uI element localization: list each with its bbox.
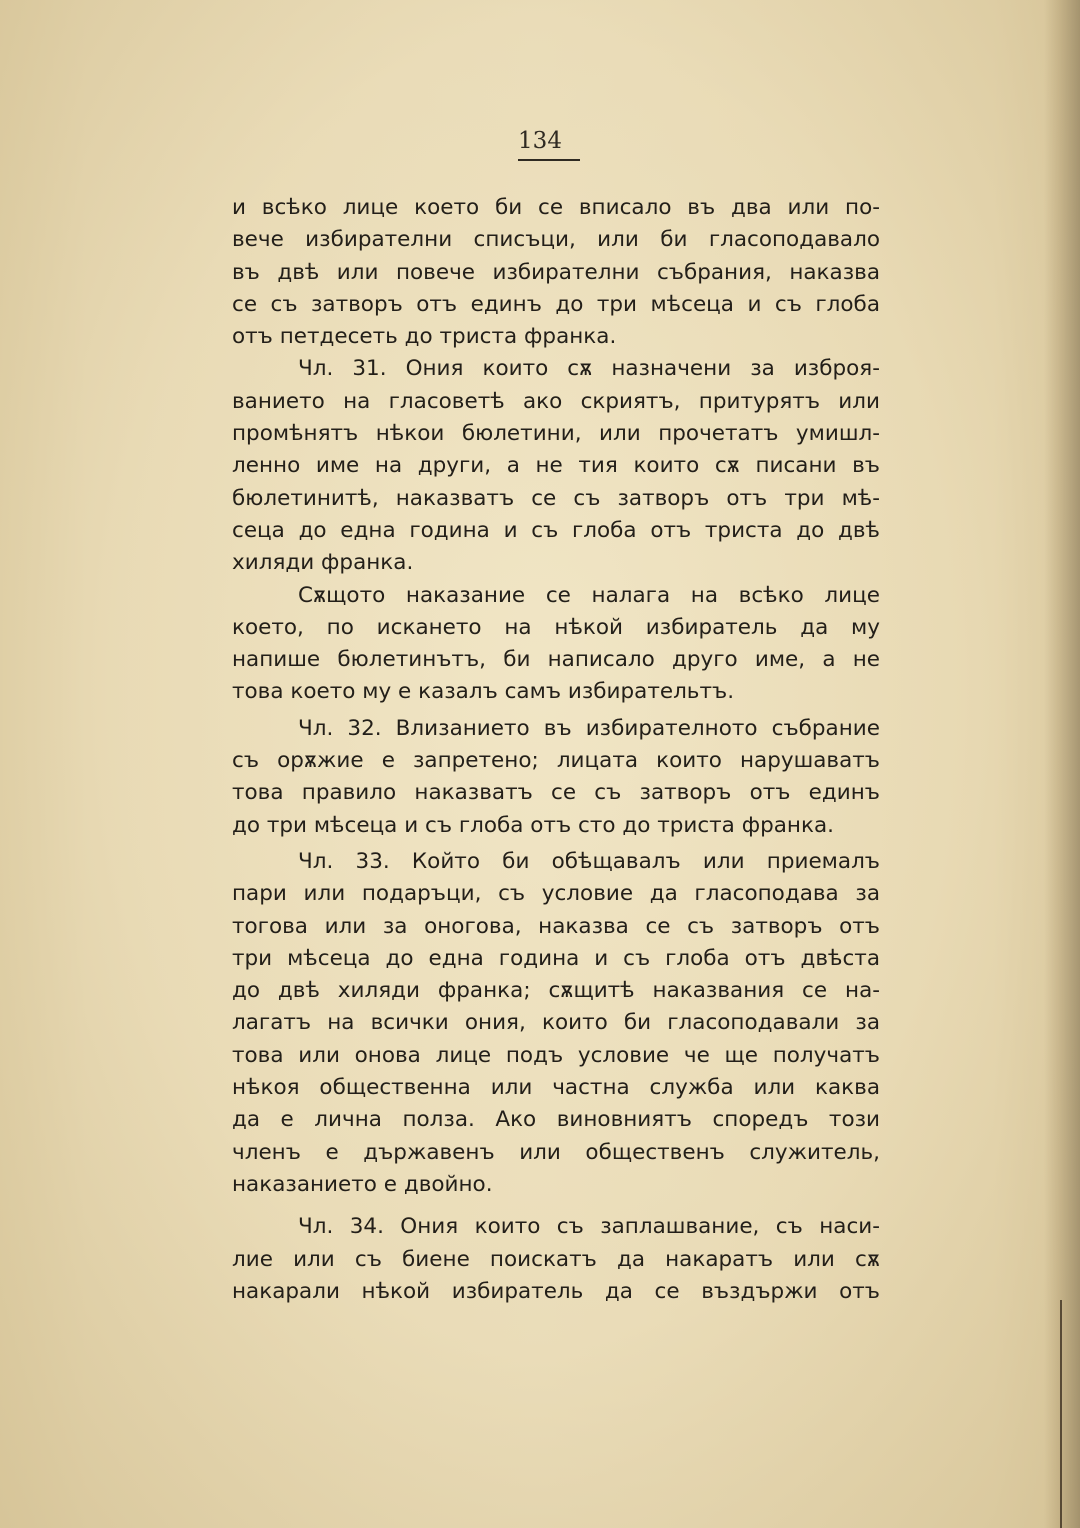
- text-line: се съ затворъ отъ единъ до три мѣсеца и съ глоба: [232, 291, 880, 317]
- text-line: и всѣко лице което би се вписало въ два или по-: [232, 195, 880, 220]
- page-number-underline: [518, 159, 580, 161]
- text-line: до три мѣсеца и съ глоба отъ сто до триста франка.: [232, 812, 834, 838]
- text-line: Чл. 34. Ония които съ заплашвание, съ наси-: [298, 1214, 880, 1240]
- text-line: Чл. 33. Който би обѣщавалъ или приемалъ: [298, 848, 880, 874]
- page-edge-line: [1060, 1300, 1062, 1528]
- text-line: лагатъ на всички ония, които би гласоподавали за: [232, 1010, 880, 1036]
- text-line: сеца до една година и съ глоба отъ триста до двѣ: [232, 517, 880, 543]
- paragraph-article-33: [232, 846, 880, 1201]
- text-line: членъ е държавенъ или общественъ служитель,: [232, 1139, 880, 1165]
- text-line: което, по искането на нѣкой избиратель да му: [232, 614, 880, 640]
- text-line: ванието на гласоветѣ ако скриятъ, притурятъ или: [232, 388, 880, 414]
- text-line: отъ петдесеть до триста франка.: [232, 324, 617, 350]
- text-line: това което му е казалъ самъ избирательтъ.: [232, 679, 735, 705]
- paragraph-article-32: [232, 713, 880, 842]
- text-line: тогова или за оногова, наказва се съ затворъ отъ: [232, 913, 880, 939]
- text-line: пари или подаръци, съ условие да гласоподава за: [232, 881, 880, 907]
- text-line: лие или съ биене поискатъ да накаратъ или сѫ: [232, 1246, 880, 1272]
- text-line: бюлетинитѣ, наказватъ се съ затворъ отъ три мѣ-: [232, 485, 880, 511]
- text-line: това правило наказватъ се съ затворъ отъ единъ: [232, 780, 880, 806]
- text-line: вече избирателни списъци, или би гласоподавало: [232, 227, 880, 253]
- text-line: напише бюлетинътъ, би написало друго име, а не: [232, 647, 880, 673]
- text-line: това или онова лице подъ условие че ще получатъ: [232, 1042, 880, 1068]
- text-line: наказанието е двойно.: [232, 1171, 493, 1197]
- text-line: накарали нѣкой избиратель да се въздържи отъ: [232, 1278, 880, 1304]
- text-line: три мѣсеца до една година и съ глоба отъ двѣста: [232, 945, 880, 971]
- page-number: 134: [518, 128, 562, 154]
- text-line: Чл. 31. Ония които сѫ назначени за изброя-: [298, 356, 880, 382]
- text-line: Чл. 32. Влизанието въ избирателното събрание: [298, 715, 880, 741]
- paragraph-continuation: [232, 192, 880, 353]
- text-line: до двѣ хиляди франка; сѫщитѣ наказвания се на-: [232, 978, 880, 1004]
- body-text: [232, 192, 880, 1308]
- page-edge-shadow: [1044, 0, 1080, 1528]
- text-line: ленно име на други, а не тия които сѫ писани въ: [232, 453, 880, 479]
- text-line: промѣнятъ нѣкои бюлетини, или прочетатъ умишл-: [232, 421, 880, 447]
- text-line: въ двѣ или повече избирателни събрания, наказва: [232, 259, 880, 285]
- paragraph-article-34: [232, 1211, 880, 1308]
- text-line: да е лична полза. Ако виновниятъ споредъ този: [232, 1107, 880, 1133]
- text-line: хиляди франка.: [232, 550, 414, 576]
- text-line: Сѫщото наказание се налага на всѣко лице: [298, 582, 880, 608]
- text-line: съ орѫжие е запретено; лицата които нарушаватъ: [232, 748, 880, 774]
- text-line: нѣкоя общественна или частна служба или каква: [232, 1075, 880, 1101]
- paragraph-article-31: [232, 353, 880, 579]
- paragraph-same-penalty: [232, 580, 880, 709]
